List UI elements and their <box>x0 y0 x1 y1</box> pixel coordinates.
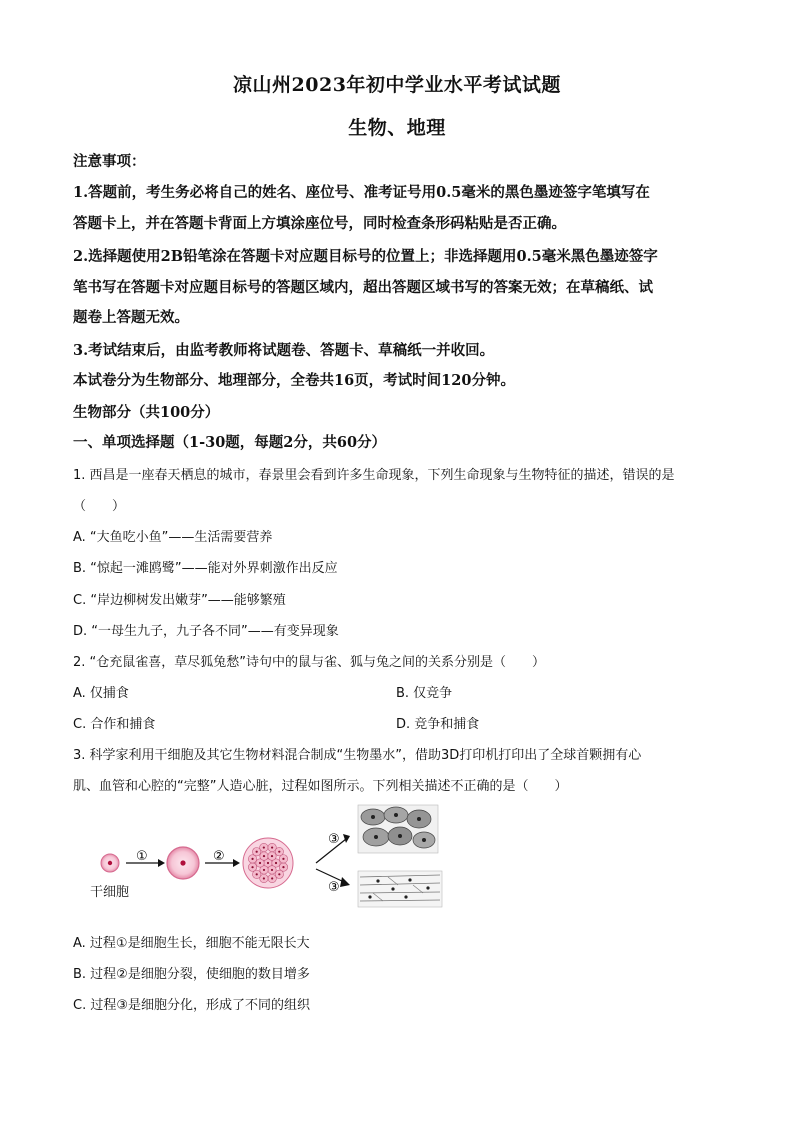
notes-line-5: 题卷上答题无效。 <box>73 309 189 326</box>
exam-info: 本试卷分为生物部分、地理部分，全卷共16页，考试时间120分钟。 <box>73 372 515 389</box>
exam-title: 凉山州2023年初中学业水平考试试题 <box>233 74 561 96</box>
cluster-cell-nucleus <box>275 862 277 864</box>
notes-line-6: 3.考试结束后，由监考教师将试题卷、答题卡、草稿纸一并收回。 <box>73 342 495 359</box>
biology-part-heading: 生物部分（共100分） <box>73 404 220 421</box>
q1-option-b: B. “惊起一滩鸥鹭”——能对外界刺激作出反应 <box>73 561 338 576</box>
stem-cell-process-figure <box>88 803 448 918</box>
stem-cell-icon <box>101 854 119 872</box>
cluster-cell-nucleus <box>251 866 253 868</box>
cluster-cell-nucleus <box>259 862 261 864</box>
notes-line-4: 笔书写在答题卡对应题目标号的答题区域内，超出答题区域书写的答案无效；在草稿纸、试 <box>73 279 653 296</box>
notes-line-1: 1.答题前，考生务必将自己的姓名、座位号、准考证号用0.5毫米的黑色墨迹签字笔填写在 <box>73 184 650 201</box>
muscle-tissue-icon <box>358 805 438 853</box>
cluster-cell-nucleus <box>263 877 265 879</box>
notes-line-2: 答题卡上，并在答题卡背面上方填涂座位号，同时检查条形码粘贴是否正确。 <box>73 215 566 232</box>
q1-option-c: C. “岸边柳树发出嫩芽”——能够繁殖 <box>73 593 286 608</box>
cluster-cell-nucleus <box>256 873 258 875</box>
q2-option-b: B. 仅竞争 <box>396 686 453 701</box>
cluster-cell-nucleus <box>251 858 253 860</box>
cluster-cell-nucleus <box>263 855 265 857</box>
cluster-cell-nucleus <box>256 851 258 853</box>
cluster-cell-nucleus <box>263 846 265 848</box>
q3-stem-line-1: 3. 科学家利用干细胞及其它生物材料混合制成“生物墨水”，借助3D打印机打印出了全球首颗拥有心 <box>73 748 642 763</box>
q3-option-b: B. 过程②是细胞分裂，使细胞的数目增多 <box>73 967 310 982</box>
cluster-cell-nucleus <box>278 851 280 853</box>
q3-stem-line-2: 肌、血管和心腔的“完整”人造心脏，过程如图所示。下列相关描述不正确的是（ ） <box>73 779 568 794</box>
cluster-cell-nucleus <box>278 873 280 875</box>
cluster-cell-nucleus <box>271 846 273 848</box>
step-3-upper-label: ③ <box>328 832 340 847</box>
step-1-label: ① <box>136 849 148 864</box>
notes-line-3: 2.选择题使用2B铅笔涂在答题卡对应题目标号的位置上；非选择题用0.5毫米黑色墨迹签字 <box>73 248 658 265</box>
q1-blank: （ ） <box>73 499 126 514</box>
cluster-cell-nucleus <box>271 855 273 857</box>
cell-cluster-icon <box>243 838 293 888</box>
q3-option-c: C. 过程③是细胞分化，形成了不同的组织 <box>73 998 310 1013</box>
cluster-cell-nucleus <box>263 869 265 871</box>
q2-option-d: D. 竞争和捕食 <box>396 717 480 732</box>
cluster-cell-nucleus <box>282 858 284 860</box>
q2-option-c: C. 合作和捕食 <box>73 717 156 732</box>
step-2-label: ② <box>213 849 225 864</box>
q1-option-d: D. “一母生九子，九子各不同”——有变异现象 <box>73 624 339 639</box>
grown-cell-icon <box>167 847 199 879</box>
cluster-cell-nucleus <box>271 869 273 871</box>
q3-option-a: A. 过程①是细胞生长，细胞不能无限长大 <box>73 936 310 951</box>
step-3-lower-label: ③ <box>328 880 340 895</box>
cluster-cell-nucleus <box>282 866 284 868</box>
cluster-cell-nucleus <box>271 877 273 879</box>
q1-option-a: A. “大鱼吃小鱼”——生活需要营养 <box>73 530 273 545</box>
notes-heading: 注意事项： <box>73 153 146 170</box>
fiber-tissue-icon <box>358 871 442 907</box>
stem-cell-label: 干细胞 <box>90 885 130 900</box>
exam-subtitle: 生物、地理 <box>348 117 446 139</box>
q2-stem: 2. “仓充鼠雀喜，草尽狐兔愁”诗句中的鼠与雀、狐与兔之间的关系分别是（ ） <box>73 655 546 670</box>
cluster-cell-nucleus <box>267 862 269 864</box>
q2-option-a: A. 仅捕食 <box>73 686 129 701</box>
q1-stem: 1. 西昌是一座春天栖息的城市，春景里会看到许多生命现象，下列生命现象与生物特征的描述，错误的是 <box>73 468 675 483</box>
single-choice-heading: 一、单项选择题（1-30题，每题2分，共60分） <box>73 434 387 451</box>
